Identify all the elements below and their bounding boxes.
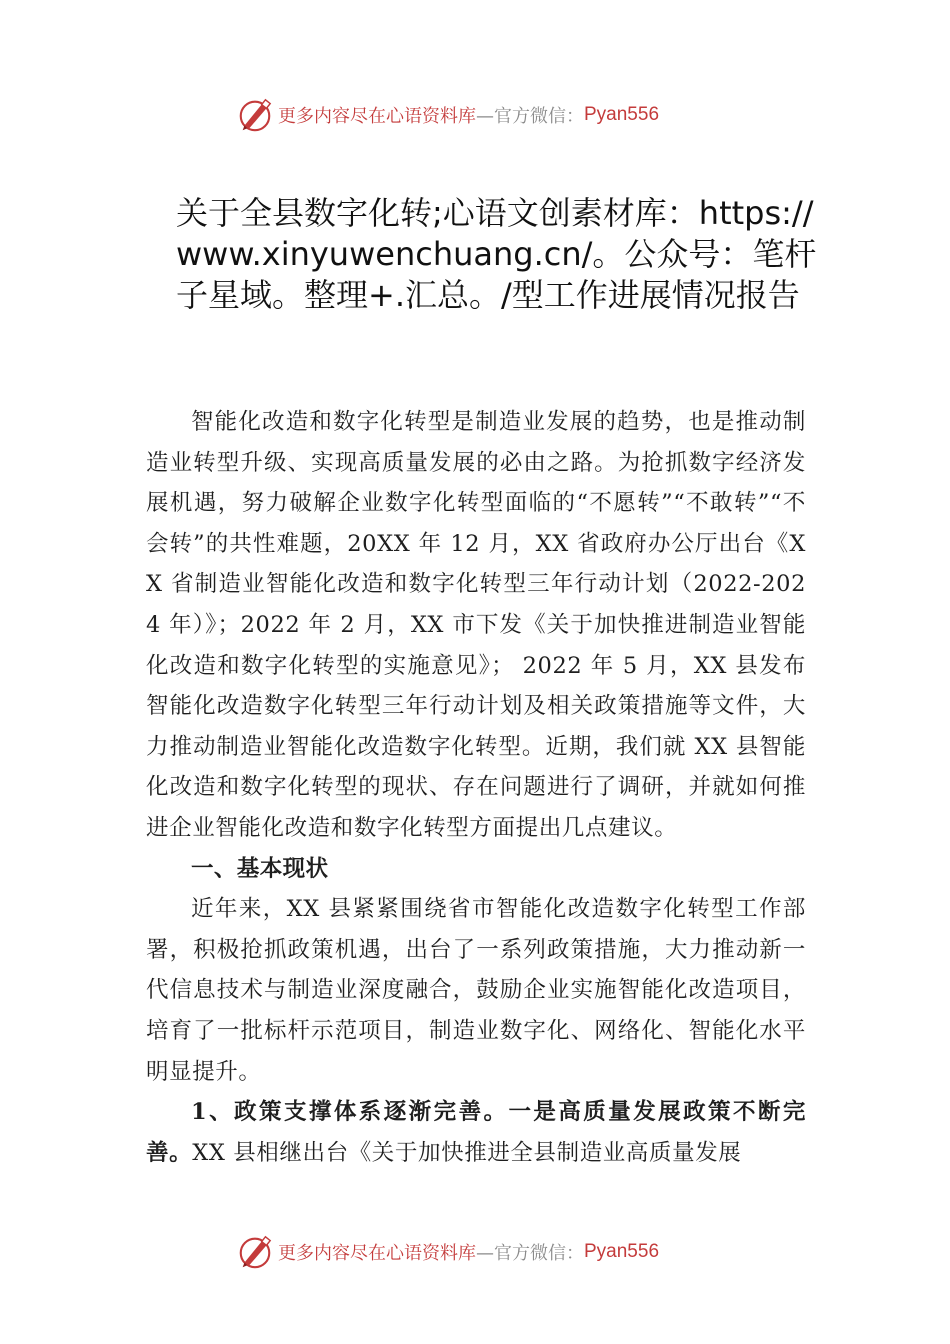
header-watermark [236,95,736,135]
pen-logo-icon [236,96,274,134]
watermark-handle: Pyan556 [584,1241,660,1262]
document-body [146,402,806,1173]
section-heading: 一、基本现状 [191,855,329,882]
footer-watermark [236,1232,736,1272]
paragraph-status: 近年来，XX 县紧紧围绕省市智能化改造数字化转型工作部署，积极抢抓政策机遇，出台了一系列政策措施，大力推动新一代信息技术与制造业深度融合，鼓励企业实施智能化改造项目，培育了一批标杆示范项目，制造业数字化、网络化、智能化水平明显提升。 [146,896,806,1085]
document-title: 关于全县数字化转;心语文创素材库：https://www.xinyuwenchuang.cn/。公众号：笔杆子星域。整理+.汇总。/型工作进展情况报告 [176,194,817,314]
policy-rest: XX 县相继出台《关于加快推进全县制造业高质量发展 [192,1139,742,1166]
paragraph-policy [146,1092,806,1173]
pen-logo-icon [236,1233,274,1271]
paragraph-intro: 智能化改造和数字化转型是制造业发展的趋势，也是推动制造业转型升级、实现高质量发展的必由之路。为抢抓数字经济发展机遇，努力破解企业数字化转型面临的“不愿转”“不敢转”“不会转”的共性难题，20XX 年 12 月，XX 省政府办公厅出台《XX 省制造业智能化改造和数字化转型三年行动计划（2022-2024 年）》；2022 年 2 月，XX 市下发《关于加快推进制造业智能化改造和数字化转型的实施意见》； 2022 年 5 月，XX 县发布智能化改造数字化转型三年行动计划及相关政策措施等文件，大力推动制造业智能化改造数字化转型。近期，我们就 XX 县智能化改造和数字化转型的现状、存在问题进行了调研，并就如何推进企业智能化改造和数字化转型方面提出几点建议。 [146,409,806,841]
watermark-text: 更多内容尽在心语资料库 [278,1243,476,1264]
policy-bold-lead: 1、政策支撑体系逐渐完善。一是高质量发展政策不断完善。 [146,1099,806,1166]
watermark-handle: Pyan556 [584,104,660,125]
watermark-separator: —官方微信： [476,1243,584,1264]
watermark-separator: —官方微信： [476,106,584,127]
watermark-text: 更多内容尽在心语资料库 [278,106,476,127]
